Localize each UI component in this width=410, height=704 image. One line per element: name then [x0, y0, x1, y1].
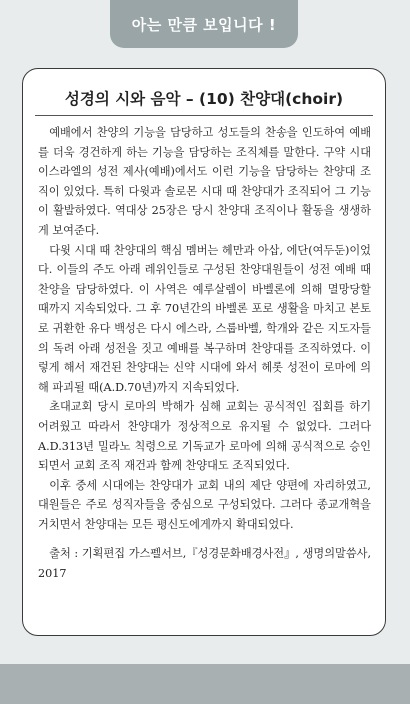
article-paragraph: 이후 중세 시대에는 찬양대가 교회 내의 제단 양편에 자리하였고, 대원들은 주로 성직자들을 중심으로 구성되었다. 그러다 종교개혁을 거치면서 찬양대는 모든 평신도에게까지 확대되었다. [38, 478, 371, 531]
article-source: 출처 : 기획편집 가스펠서브,『성경문화배경사전』, 생명의말씀사, 2017 [38, 547, 371, 581]
footer-band [0, 664, 410, 704]
section-header-label: 아는 만큼 보입니다 ! [131, 15, 277, 34]
article-paragraph: 예배에서 찬양의 기능을 담당하고 성도들의 찬송을 인도하여 예배를 더욱 경건하게 하는 기능을 담당하는 조직체를 말한다. 구약 시대 이스라엘의 성전 제사(예배)에서도 이런 기능을 담당하는 찬양대 조직이 있었다. 특히 다윗과 솔로몬 시대 때 찬양대가 조직되어 그 기능이 활발하였다. 역대상 25장은 당시 찬양대 조직이나 활동을 생생하게 보여준다. [38, 126, 371, 237]
article-title: 성경의 시와 음악 – (10) 찬양대(choir) [64, 90, 344, 108]
article-body [38, 123, 371, 584]
section-header-tab [110, 0, 298, 48]
article-paragraph: 다윗 시대 때 찬양대의 핵심 멤버는 헤만과 아삽, 에단(여두둔)이었다. 이들의 주도 아래 레위인들로 구성된 찬양대원들이 성전 예배 때 찬양을 담당하였다. 이 사역은 예루살렘이 바벨론에 의해 멸망당할 때까지 지속되었다. 그 후 70년간의 바벨론 포로 생활을 마치고 본토로 귀환한 유다 백성은 다시 에스라, 스룹바벨, 학개와 같은 지도자들의 독려 아래 성전을 짓고 예배를 복구하며 찬양대를 조직하였다. 이렇게 해서 재건된 찬양대는 신약 시대에 와서 헤롯 성전이 로마에 의해 파괴될 때(A.D.70년)까지 지속되었다. [38, 243, 371, 394]
article-paragraph: 초대교회 당시 로마의 박해가 심해 교회는 공식적인 집회를 하기 어려웠고 따라서 찬양대가 정상적으로 유지될 수 없었다. 그러다 A.D.313년 밀라노 칙령으로 기독교가 로마에 의해 공식적으로 승인되면서 교회 조직 재건과 함께 찬양대도 조직되었다. [38, 400, 371, 473]
title-divider [35, 115, 373, 116]
article-card [22, 68, 386, 636]
